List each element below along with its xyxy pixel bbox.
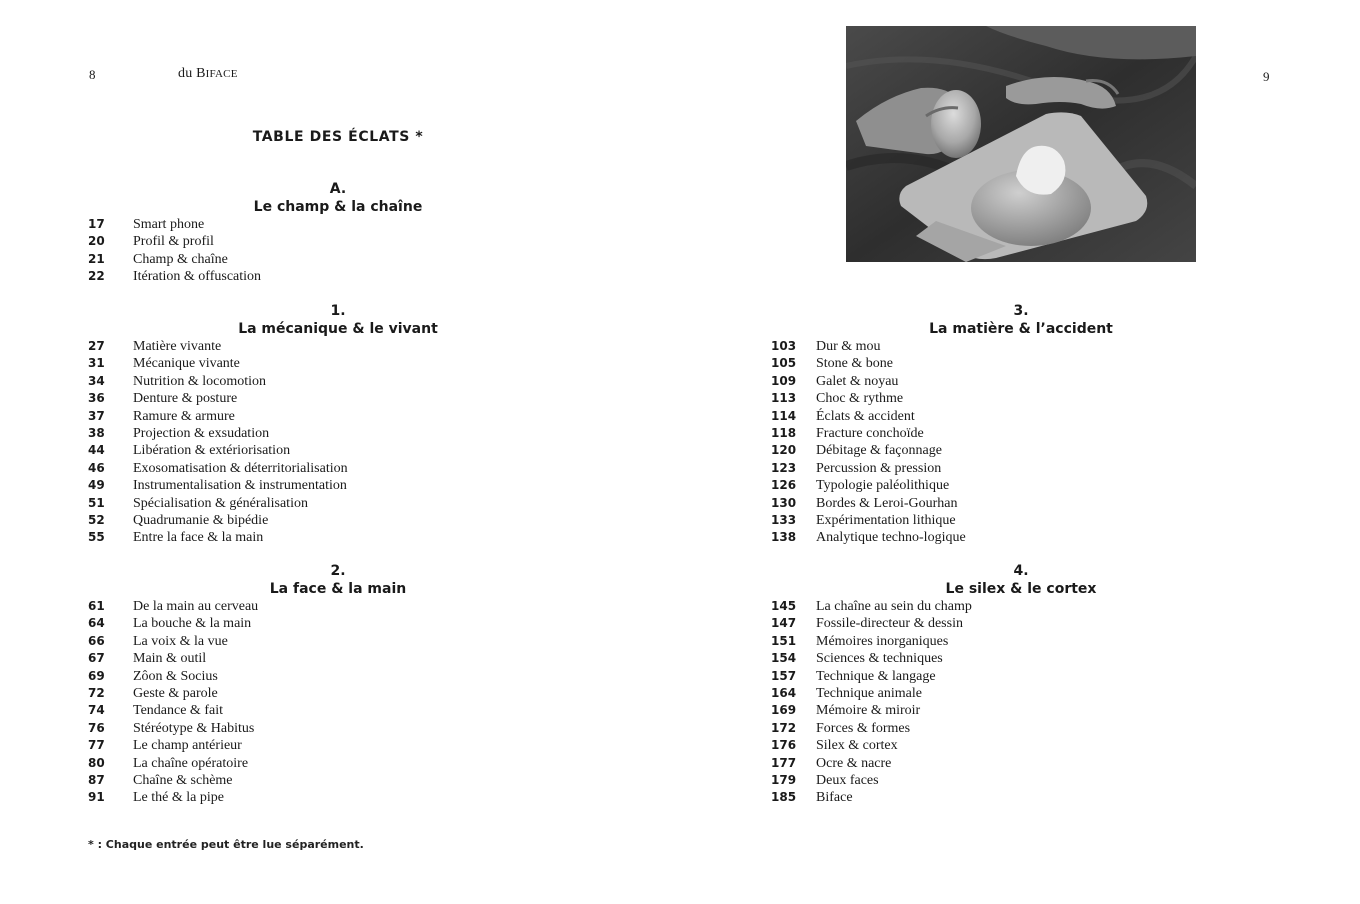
toc-entry [88,668,588,685]
page-title: TABLE DES ÉCLATS * [252,129,424,145]
toc-entry-page: 87 [88,772,105,787]
toc-entry [88,737,588,754]
toc-entry-page: 31 [88,356,105,371]
toc-entry-page: 126 [771,478,797,493]
toc-entry-label: Deux faces [816,772,879,788]
section-heading [771,302,1271,338]
section-title: Le champ & la chaîne [253,199,423,215]
footnote: * : Chaque entrée peut être lue séparément. [88,838,364,851]
toc-entry-label: Ramure & armure [133,408,235,424]
toc-entry [88,598,588,615]
toc-entry [771,477,1271,494]
toc-entry-label: Instrumentalisation & instrumentation [133,478,347,494]
toc-entry-label: Main & outil [133,651,207,667]
entry-list [771,338,1271,547]
toc-entry-label: Le thé & la pipe [133,790,224,806]
toc-entry-page: 133 [771,512,797,527]
toc-entry-page: 20 [88,234,105,249]
toc-entry-page: 72 [88,685,105,700]
toc-entry [771,668,1271,685]
toc-entry [771,598,1271,615]
section-number: 3. [1013,303,1029,319]
section-1 [88,302,588,547]
toc-entry-page: 154 [771,651,797,666]
toc-entry-page: 105 [771,356,797,371]
toc-entry-label: Choc & rythme [816,391,904,407]
toc-entry-page: 147 [771,616,797,631]
toc-entry [88,216,588,233]
toc-entry [771,390,1271,407]
toc-entry-label: Spécialisation & généralisation [133,495,308,511]
toc-entry [771,408,1271,425]
toc-entry [88,772,588,789]
toc-entry-page: 61 [88,599,105,613]
toc-entry [88,233,588,250]
toc-entry-label: Silex & cortex [816,738,898,754]
toc-entry-label: La chaîne opératoire [133,755,249,771]
toc-entry-page: 109 [771,373,797,388]
toc-entry-label: Libération & extériorisation [133,443,291,459]
section-2 [88,562,588,807]
toc-entry [88,615,588,632]
toc-entry [771,615,1271,632]
running-head-rest: IFACE [205,68,238,80]
entry-list [88,598,588,807]
toc-entry-page: 52 [88,512,105,527]
toc-entry-page: 77 [88,738,105,753]
toc-entry [771,737,1271,754]
toc-entry-label: Éclats & accident [816,408,915,424]
toc-entry [771,460,1271,477]
toc-entry-label: Ocre & nacre [816,755,892,771]
toc-entry-page: 34 [88,373,105,388]
entry-list [771,598,1271,807]
toc-entry-label: Expérimentation lithique [816,512,956,528]
toc-entry [88,268,588,285]
toc-entry-label: Fracture conchoïde [816,425,924,441]
toc-entry [88,408,588,425]
toc-entry-page: 120 [771,443,797,458]
toc-entry-label: Fossile-directeur & dessin [816,616,963,632]
toc-entry [771,755,1271,772]
toc-entry-label: Champ & chaîne [133,251,228,267]
section-4 [771,562,1271,807]
toc-entry-page: 22 [88,269,105,284]
toc-entry-label: Mémoires inorganiques [816,633,949,649]
toc-entry-label: Dur & mou [816,339,881,354]
toc-entry [88,425,588,442]
toc-entry-page: 69 [88,668,105,683]
toc-entry-page: 91 [88,790,105,805]
toc-entry-label: Forces & formes [816,720,911,736]
section-title: La mécanique & le vivant [238,321,438,337]
toc-entry-page: 179 [771,772,797,787]
toc-entry-page: 145 [771,599,797,613]
toc-entry-label: Mémoire & miroir [816,703,921,719]
toc-entry-label: Sciences & techniques [816,651,943,667]
toc-entry [88,338,588,355]
toc-entry-page: 130 [771,495,797,510]
toc-entry-page: 46 [88,460,105,475]
toc-entry [88,495,588,512]
toc-entry [88,512,588,529]
section-number: 1. [330,303,346,319]
toc-entry-page: 21 [88,251,105,266]
toc-entry-label: Quadrumanie & bipédie [133,512,269,528]
toc-entry-label: La bouche & la main [133,616,252,632]
toc-entry-page: 74 [88,703,105,718]
toc-entry-page: 66 [88,633,105,648]
toc-entry [771,789,1271,806]
entry-list [88,216,588,286]
toc-entry-page: 185 [771,790,797,805]
toc-entry [771,685,1271,702]
toc-entry-label: Bordes & Leroi-Gourhan [816,495,958,511]
toc-entry-label: Smart phone [133,217,205,232]
toc-entry-label: Matière vivante [133,339,222,354]
right-folio: 9 [1263,69,1270,84]
toc-entry-page: 114 [771,408,797,423]
toc-entry-page: 138 [771,530,797,545]
running-head-prefix: du [178,66,193,81]
toc-entry-label: Typologie paléolithique [816,478,950,494]
section-heading [771,562,1271,598]
toc-entry [88,477,588,494]
toc-entry [771,772,1271,789]
toc-entry-label: Nutrition & locomotion [133,373,266,389]
toc-entry-page: 51 [88,495,105,510]
section-number: 2. [330,563,346,579]
toc-entry [88,390,588,407]
toc-entry-label: Technique animale [816,685,922,701]
section-title: La face & la main [269,581,407,597]
toc-entry-page: 113 [771,391,797,406]
toc-entry [771,720,1271,737]
toc-entry-page: 44 [88,443,105,458]
section-heading [88,562,588,598]
toc-entry [771,702,1271,719]
section-title: La matière & l’accident [929,321,1113,337]
toc-entry [771,529,1271,546]
toc-entry-page: 151 [771,633,797,648]
toc-entry [88,789,588,806]
toc-entry-label: Projection & exsudation [133,425,270,441]
left-folio: 8 [89,67,96,82]
section-a [88,180,588,286]
toc-entry [771,355,1271,372]
toc-entry [88,529,588,546]
toc-entry-page: 49 [88,478,105,493]
toc-entry-page: 103 [771,339,797,353]
toc-entry-page: 27 [88,339,105,353]
toc-entry [88,373,588,390]
toc-entry [771,442,1271,459]
toc-entry-label: Denture & posture [133,391,238,407]
toc-entry [771,425,1271,442]
section-heading [88,180,588,216]
toc-entry-page: 67 [88,651,105,666]
toc-entry-label: Itération & offuscation [133,269,262,285]
toc-entry-page: 76 [88,720,105,735]
toc-entry-page: 123 [771,460,797,475]
toc-entry [88,251,588,268]
toc-entry-label: Exosomatisation & déterritorialisation [133,460,348,476]
toc-entry [88,633,588,650]
toc-entry-page: 37 [88,408,105,423]
toc-entry-label: Galet & noyau [816,373,899,389]
toc-entry-label: La voix & la vue [133,633,228,649]
toc-entry-page: 164 [771,685,797,700]
toc-entry-page: 36 [88,391,105,406]
toc-entry-label: Stéréotype & Habitus [133,720,255,736]
toc-entry-page: 38 [88,425,105,440]
section-3 [771,302,1271,547]
toc-entry [88,702,588,719]
toc-entry-label: Percussion & pression [816,460,942,476]
toc-entry [88,460,588,477]
running-head-initial: B [196,66,206,81]
toc-entry-label: La chaîne au sein du champ [816,599,972,614]
toc-entry [88,650,588,667]
toc-entry [88,355,588,372]
toc-entry-label: De la main au cerveau [133,599,259,614]
toc-entry-label: Biface [816,790,853,806]
toc-entry-label: Le champ antérieur [133,738,242,754]
toc-entry-page: 80 [88,755,105,770]
section-title: Le silex & le cortex [945,581,1097,597]
running-head [178,66,238,82]
toc-entry-label: Mécanique vivante [133,356,240,372]
toc-entry-label: Geste & parole [133,685,218,701]
toc-entry [88,685,588,702]
toc-entry [88,442,588,459]
toc-entry-label: Débitage & façonnage [816,443,942,459]
toc-entry-page: 118 [771,425,797,440]
toc-entry-label: Stone & bone [816,356,893,372]
toc-entry-page: 169 [771,703,797,718]
toc-entry-label: Chaîne & schème [133,772,233,788]
toc-entry-page: 177 [771,755,797,770]
toc-entry [88,720,588,737]
toc-entry-page: 64 [88,616,105,631]
toc-entry [771,338,1271,355]
hands-knapping-stone-photo [846,26,1196,262]
toc-entry-page: 17 [88,217,105,231]
section-heading [88,302,588,338]
toc-entry-label: Technique & langage [816,668,936,684]
toc-entry [771,633,1271,650]
toc-entry-page: 172 [771,720,797,735]
toc-entry-label: Analytique techno-logique [816,530,966,546]
toc-entry-label: Profil & profil [133,234,214,250]
photo-illustration [846,26,1196,262]
section-number: 4. [1013,563,1029,579]
section-number: A. [329,181,347,197]
toc-entry-page: 176 [771,738,797,753]
toc-entry [88,755,588,772]
toc-entry-page: 157 [771,668,797,683]
toc-entry [771,373,1271,390]
toc-entry-label: Zôon & Socius [133,668,218,684]
toc-entry-label: Tendance & fait [133,703,223,719]
toc-entry [771,495,1271,512]
toc-entry-label: Entre la face & la main [133,530,264,546]
toc-entry [771,512,1271,529]
toc-entry-page: 55 [88,530,105,545]
entry-list [88,338,588,547]
toc-entry [771,650,1271,667]
